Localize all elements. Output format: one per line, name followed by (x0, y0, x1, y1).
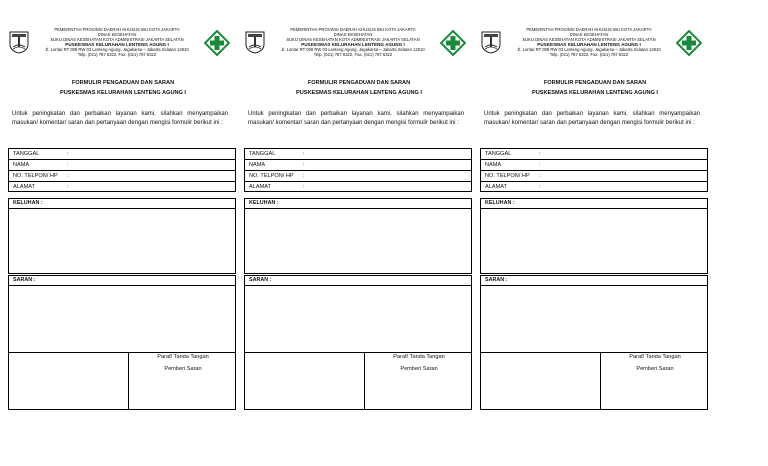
signature-label: Paraf/ Tanda Tangan (157, 354, 209, 360)
field-label: ALAMAT (13, 184, 35, 190)
keluhan-section[interactable] (244, 198, 472, 274)
saran-section[interactable] (480, 275, 708, 353)
letterhead-line: SUKU DINAS KESEHATAN KOTA ADMINISTRASI JAKARTA SELATAN (286, 37, 420, 42)
field-label: TANGGAL (249, 151, 276, 157)
form-title: FORMULIR PENGADUAN DAN SARAN (71, 80, 175, 86)
field-tanggal[interactable] (481, 149, 707, 160)
keluhan-section[interactable] (480, 198, 708, 274)
saran-section[interactable] (8, 275, 236, 353)
letterhead-line: PUSKESMAS KELURAHAN LENTENG AGUNG I (537, 42, 641, 47)
letterhead-line: SUKU DINAS KESEHATAN KOTA ADMINISTRASI JAKARTA SELATAN (50, 37, 184, 42)
signature-area (8, 352, 236, 410)
field-colon: : (539, 184, 541, 190)
intro-text: Untuk peningkatan dan perbaikan layanan kami, silahkan menyampaikan masukan/ komentar/ saran dan pertanyaan dengan mengisi formulir berikut ini : (484, 111, 700, 126)
field-colon: : (303, 184, 305, 190)
field-colon: : (303, 162, 305, 168)
puskesmas-cross-icon (676, 30, 702, 56)
field-tanggal[interactable] (245, 149, 471, 160)
field-label: NO. TELPON/ HP (13, 173, 58, 179)
field-alamat[interactable] (9, 182, 235, 192)
field-label: NAMA (13, 162, 30, 168)
signature-sublabel: Pemberi Saran (400, 366, 438, 372)
keluhan-section[interactable] (8, 198, 236, 274)
field-colon: : (303, 151, 305, 157)
keluhan-label: KELUHAN : (245, 199, 471, 209)
signature-sublabel: Pemberi Saran (164, 366, 202, 372)
letterhead-line: Telp. (021) 787 6322, Fax. (021) 787 6322 (77, 52, 157, 57)
field-colon: : (67, 173, 69, 179)
letterhead-line: SUKU DINAS KESEHATAN KOTA ADMINISTRASI JAKARTA SELATAN (522, 37, 656, 42)
saran-label: SARAN : (245, 276, 471, 286)
field-label: NO. TELPON/ HP (485, 173, 530, 179)
field-colon: : (67, 184, 69, 190)
field-colon: : (539, 162, 541, 168)
field-tanggal[interactable] (9, 149, 235, 160)
field-nama[interactable] (9, 160, 235, 171)
letterhead (32, 27, 202, 57)
intro-text: Untuk peningkatan dan perbaikan layanan kami, silahkan menyampaikan masukan/ komentar/ saran dan pertanyaan dengan mengisi formulir berikut ini : (12, 111, 228, 126)
complaint-form (244, 0, 474, 466)
field-telpon[interactable] (245, 171, 471, 182)
field-telpon[interactable] (481, 171, 707, 182)
form-subtitle: PUSKESMAS KELURAHAN LENTENG AGUNG I (532, 90, 658, 96)
letterhead-line: Jl. Lontar RT 008 RW 03 Lenteng Agung, Jagakarsa – Jakarta Selatan 12610 (281, 47, 425, 52)
field-label: TANGGAL (485, 151, 512, 157)
signature-box[interactable] (128, 352, 237, 409)
form-subtitle: PUSKESMAS KELURAHAN LENTENG AGUNG I (296, 90, 422, 96)
letterhead-line: DINAS KESEHATAN (97, 32, 137, 37)
complaint-form (8, 0, 238, 466)
field-colon: : (539, 151, 541, 157)
field-label: NAMA (249, 162, 266, 168)
form-title: FORMULIR PENGADUAN DAN SARAN (307, 80, 411, 86)
complaint-form (480, 0, 710, 466)
jakarta-crest-icon (244, 30, 266, 54)
identity-table (480, 148, 708, 192)
saran-label: SARAN : (9, 276, 235, 286)
letterhead (268, 27, 438, 57)
field-colon: : (539, 173, 541, 179)
field-nama[interactable] (481, 160, 707, 171)
signature-sublabel: Pemberi Saran (636, 366, 674, 372)
field-label: ALAMAT (249, 184, 271, 190)
signature-label: Paraf/ Tanda Tangan (393, 354, 445, 360)
letterhead-line: PEMERINTAH PROVINSI DAERAH KHUSUS IBU KOTA JAKARTA (54, 27, 180, 32)
letterhead-line: DINAS KESEHATAN (569, 32, 609, 37)
keluhan-label: KELUHAN : (9, 199, 235, 209)
letterhead (504, 27, 674, 57)
keluhan-label: KELUHAN : (481, 199, 707, 209)
field-alamat[interactable] (245, 182, 471, 192)
letterhead-line: Telp. (021) 787 6322, Fax. (021) 787 6322 (313, 52, 393, 57)
saran-label: SARAN : (481, 276, 707, 286)
puskesmas-cross-icon (440, 30, 466, 56)
signature-label: Paraf/ Tanda Tangan (629, 354, 681, 360)
letterhead-line: PUSKESMAS KELURAHAN LENTENG AGUNG I (65, 42, 169, 47)
puskesmas-cross-icon (204, 30, 230, 56)
letterhead-line: Telp. (021) 787 6322, Fax. (021) 787 6322 (549, 52, 629, 57)
letterhead-line: DINAS KESEHATAN (333, 32, 373, 37)
saran-section[interactable] (244, 275, 472, 353)
field-label: ALAMAT (485, 184, 507, 190)
field-label: NO. TELPON/ HP (249, 173, 294, 179)
form-subtitle: PUSKESMAS KELURAHAN LENTENG AGUNG I (60, 90, 186, 96)
signature-box[interactable] (600, 352, 709, 409)
identity-table (244, 148, 472, 192)
letterhead-line: Jl. Lontar RT 008 RW 03 Lenteng Agung, Jagakarsa – Jakarta Selatan 12610 (45, 47, 189, 52)
identity-table (8, 148, 236, 192)
jakarta-crest-icon (480, 30, 502, 54)
field-nama[interactable] (245, 160, 471, 171)
field-telpon[interactable] (9, 171, 235, 182)
jakarta-crest-icon (8, 30, 30, 54)
field-colon: : (67, 151, 69, 157)
field-label: NAMA (485, 162, 502, 168)
intro-text: Untuk peningkatan dan perbaikan layanan kami, silahkan menyampaikan masukan/ komentar/ saran dan pertanyaan dengan mengisi formulir berikut ini : (248, 111, 464, 126)
field-alamat[interactable] (481, 182, 707, 192)
field-label: TANGGAL (13, 151, 40, 157)
signature-box[interactable] (364, 352, 473, 409)
form-title: FORMULIR PENGADUAN DAN SARAN (543, 80, 647, 86)
field-colon: : (67, 162, 69, 168)
letterhead-line: PEMERINTAH PROVINSI DAERAH KHUSUS IBU KOTA JAKARTA (526, 27, 652, 32)
letterhead-line: PEMERINTAH PROVINSI DAERAH KHUSUS IBU KOTA JAKARTA (290, 27, 416, 32)
signature-area (480, 352, 708, 410)
letterhead-line: PUSKESMAS KELURAHAN LENTENG AGUNG I (301, 42, 405, 47)
field-colon: : (303, 173, 305, 179)
signature-area (244, 352, 472, 410)
letterhead-line: Jl. Lontar RT 008 RW 03 Lenteng Agung, Jagakarsa – Jakarta Selatan 12610 (517, 47, 661, 52)
